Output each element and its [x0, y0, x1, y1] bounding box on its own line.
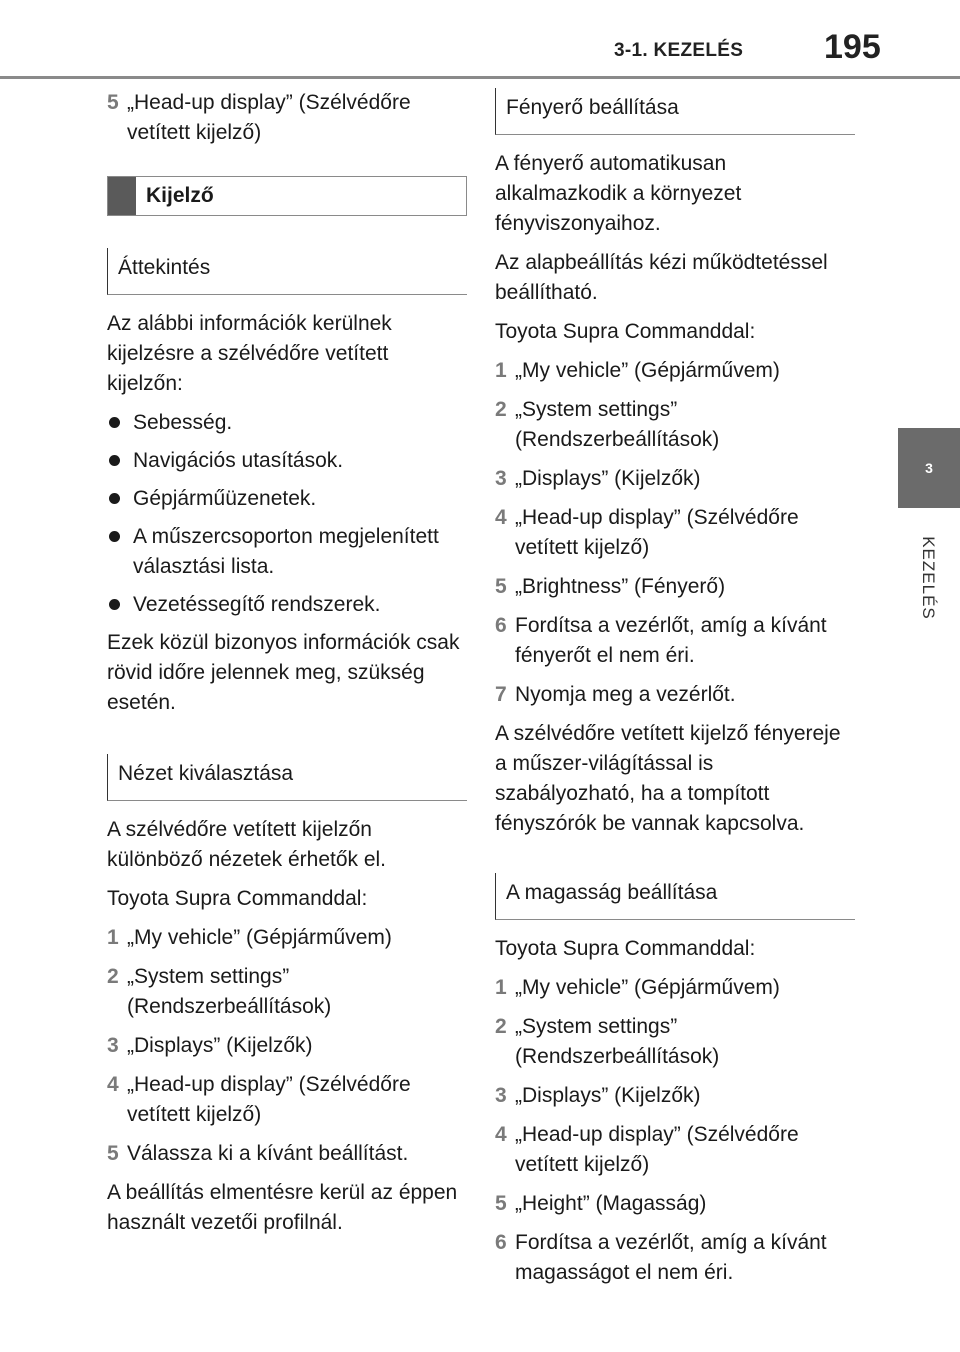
page-number: 195 [824, 28, 881, 66]
paragraph: Az alábbi információk kerülnek kijelzésre a szélvédőre vetített kijelzőn: [107, 312, 392, 395]
chapter-tab-label: KEZELÉS [919, 536, 938, 620]
step-item [107, 1139, 467, 1169]
paragraph: A szélvédőre vetített kijelző fényereje a műszer-világítással is szabályozható, ha a tompított fényszórók be vannak kapcsolva. [495, 722, 841, 835]
bullet-text: Sebesség. [133, 411, 233, 434]
step-number: 2 [495, 398, 507, 421]
step-text: „Displays” (Kijelzők) [515, 1084, 701, 1107]
subheading-view [107, 754, 467, 801]
step-number: 4 [495, 506, 507, 529]
step-item [495, 503, 855, 563]
section-heading-box [107, 176, 467, 216]
bullet-item [107, 408, 467, 438]
step-number: 5 [107, 1142, 119, 1165]
step-text: „Displays” (Kijelzők) [515, 467, 701, 490]
bullet-text: Vezetéssegítő rendszerek. [133, 593, 381, 616]
paragraph: Toyota Supra Commanddal: [495, 937, 756, 960]
intro-step [107, 88, 467, 148]
chapter-tab [898, 428, 960, 508]
right-column [495, 88, 855, 1297]
step-number: 7 [495, 683, 507, 706]
step-text: „Head-up display” (Szélvédőre vetített kijelző) [515, 1123, 799, 1176]
subheading-text: A magasság beállítása [506, 881, 718, 904]
step-number: 5 [107, 91, 119, 114]
paragraph: Ezek közül bizonyos információk csak rövid időre jelennek meg, szükség esetén. [107, 631, 460, 714]
bullet-icon [109, 417, 120, 428]
subheading-height [495, 873, 855, 920]
subheading-brightness [495, 88, 855, 135]
step-text: Nyomja meg a vezérlőt. [515, 683, 736, 706]
step-text: „My vehicle” (Gépjárművem) [515, 976, 780, 999]
bullet-text: Navigációs utasítások. [133, 449, 344, 472]
step-text: „My vehicle” (Gépjárművem) [515, 359, 780, 382]
subheading-overview [107, 248, 467, 295]
paragraph: Toyota Supra Commanddal: [495, 320, 756, 343]
step-item [495, 680, 855, 710]
header-divider [0, 76, 960, 79]
step-text: „Head-up display” (Szélvédőre vetített kijelző) [127, 91, 411, 144]
step-number: 3 [495, 467, 507, 490]
subheading-text: Fényerő beállítása [506, 96, 679, 119]
step-item [495, 1228, 855, 1288]
chapter-tab-number: 3 [925, 460, 933, 476]
step-text: „Head-up display” (Szélvédőre vetített kijelző) [515, 506, 799, 559]
step-number: 5 [495, 575, 507, 598]
subheading-text: Áttekintés [118, 256, 211, 279]
bullet-icon [109, 455, 120, 466]
step-item [495, 572, 855, 602]
step-number: 5 [495, 1192, 507, 1215]
step-item [495, 973, 855, 1003]
step-text: „Brightness” (Fényerő) [515, 575, 726, 598]
step-item [495, 611, 855, 671]
bullet-item [107, 484, 467, 514]
step-item [495, 1189, 855, 1219]
step-item [107, 1070, 467, 1130]
step-number: 4 [495, 1123, 507, 1146]
bullet-icon [109, 531, 120, 542]
step-number: 2 [107, 965, 119, 988]
step-number: 6 [495, 1231, 507, 1254]
step-item [495, 395, 855, 455]
bullet-item [107, 590, 467, 620]
step-number: 1 [107, 926, 119, 949]
step-text: „System settings” (Rendszerbeállítások) [127, 965, 332, 1018]
bullet-text: Gépjárműüzenetek. [133, 487, 317, 510]
step-number: 1 [495, 976, 507, 999]
paragraph: A szélvédőre vetített kijelzőn különböző nézetek érhetők el. [107, 818, 387, 871]
step-text: Fordítsa a vezérlőt, amíg a kívánt fényerőt el nem éri. [515, 614, 827, 667]
step-number: 4 [107, 1073, 119, 1096]
paragraph: Az alapbeállítás kézi működtetéssel beállítható. [495, 251, 828, 304]
section-heading: Kijelző [146, 184, 214, 207]
step-text: „Head-up display” (Szélvédőre vetített kijelző) [127, 1073, 411, 1126]
step-text: „My vehicle” (Gépjárművem) [127, 926, 392, 949]
step-item [495, 356, 855, 386]
bullet-item [107, 446, 467, 476]
step-text: „System settings” (Rendszerbeállítások) [515, 1015, 720, 1068]
step-item [107, 1031, 467, 1061]
subheading-text: Nézet kiválasztása [118, 762, 294, 785]
paragraph: A fényerő automatikusan alkalmazkodik a környezet fényviszonyaihoz. [495, 152, 742, 235]
left-column [107, 88, 467, 1247]
step-text: Válassza ki a kívánt beállítást. [127, 1142, 409, 1165]
step-number: 1 [495, 359, 507, 382]
step-item [107, 923, 467, 953]
step-item [495, 1012, 855, 1072]
step-item [495, 464, 855, 494]
bullet-item [107, 522, 467, 582]
step-number: 2 [495, 1015, 507, 1038]
step-number: 6 [495, 614, 507, 637]
step-item [495, 1081, 855, 1111]
step-text: „Height” (Magasság) [515, 1192, 707, 1215]
step-item [107, 962, 467, 1022]
step-number: 3 [107, 1034, 119, 1057]
heading-marker [108, 177, 136, 215]
step-text: „Displays” (Kijelzők) [127, 1034, 313, 1057]
bullet-icon [109, 493, 120, 504]
paragraph: Toyota Supra Commanddal: [107, 887, 368, 910]
step-text: „System settings” (Rendszerbeállítások) [515, 398, 720, 451]
bullet-text: A műszercsoporton megjelenített választási lista. [133, 525, 439, 578]
bullet-icon [109, 599, 120, 610]
step-text: Fordítsa a vezérlőt, amíg a kívánt magasságot el nem éri. [515, 1231, 827, 1284]
paragraph: A beállítás elmentésre kerül az éppen használt vezetői profilnál. [107, 1181, 458, 1234]
step-number: 3 [495, 1084, 507, 1107]
section-title: 3-1. KEZELÉS [614, 40, 744, 61]
step-item [495, 1120, 855, 1180]
